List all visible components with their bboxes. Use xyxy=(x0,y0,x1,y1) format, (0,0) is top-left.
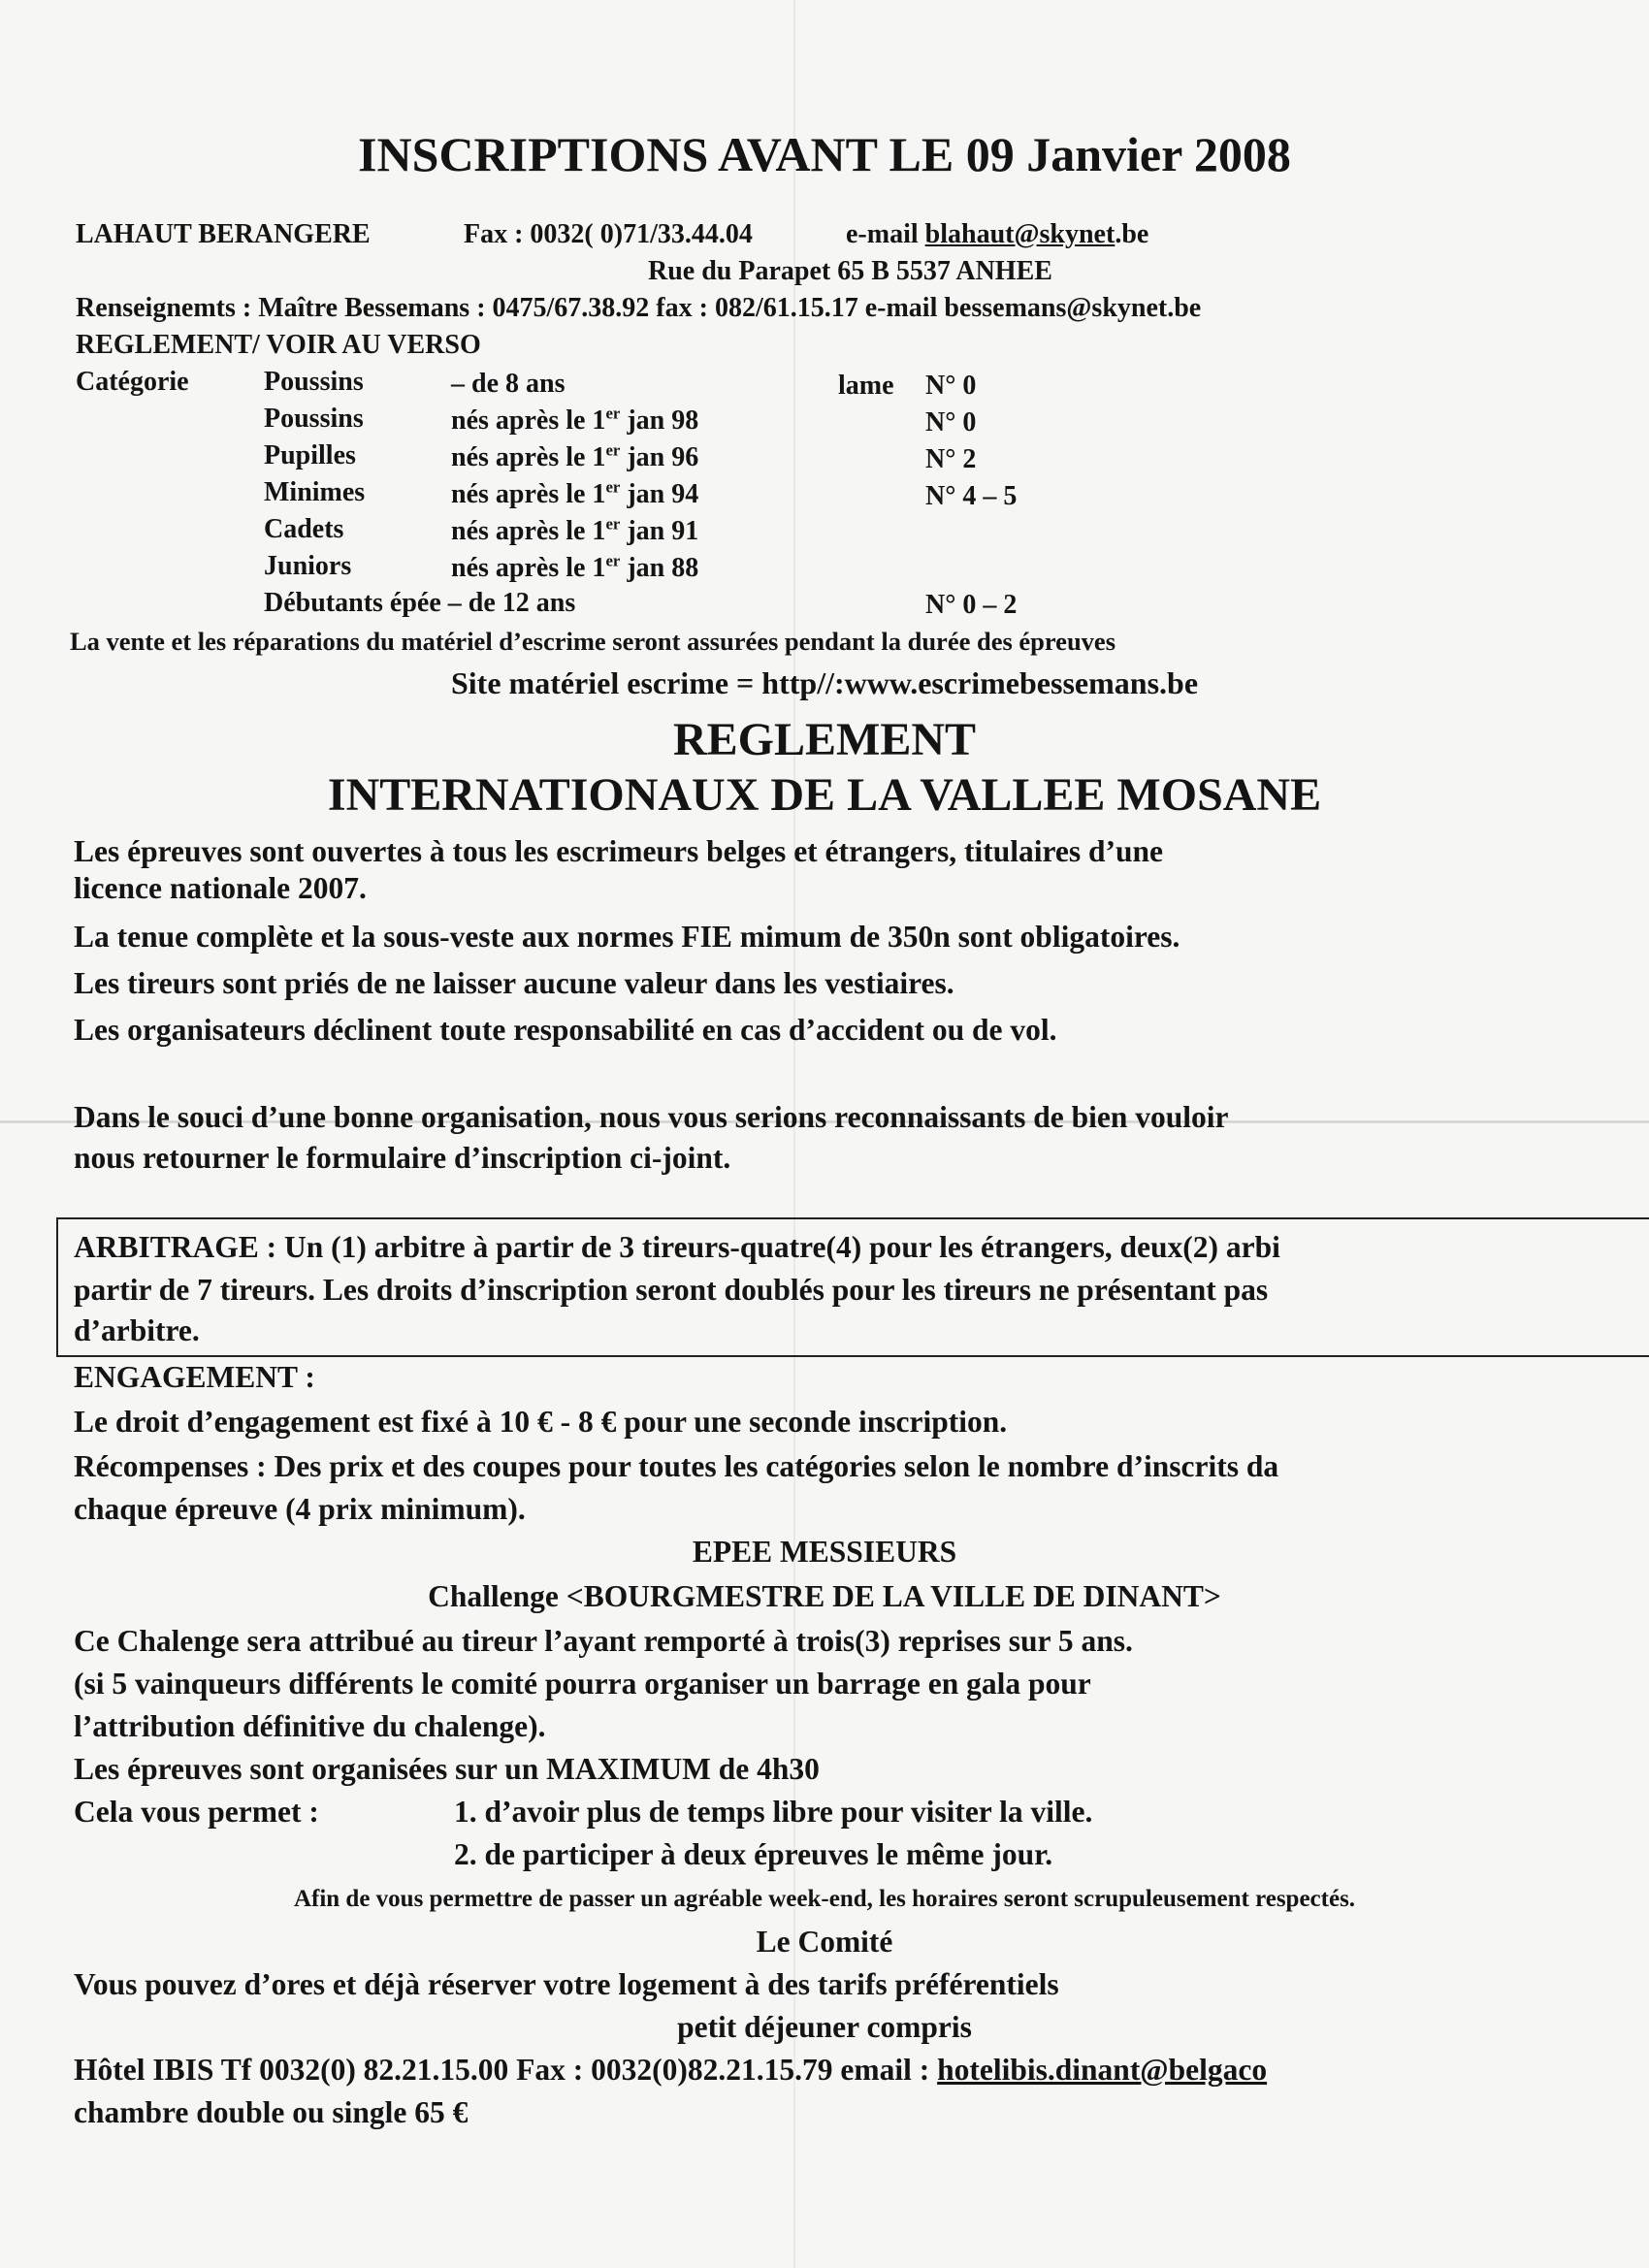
dejeuner-line: petit déjeuner compris xyxy=(677,2010,972,2044)
category-rule: nés après le 1er jan 98 xyxy=(451,404,699,436)
horaires-note: Afin de vous permettre de passer un agréable week-end, les horaires seront scrupuleusement respectés. xyxy=(293,1886,1356,1912)
epee-line: Les épreuves sont organisées sur un MAXIMUM de 4h30 xyxy=(74,1752,820,1786)
permet-item: 1. d’avoir plus de temps libre pour visiter la ville. xyxy=(454,1795,1093,1829)
category-lame: N° 0 xyxy=(925,407,977,437)
engagement-line: Récompenses : Des prix et des coupes pour toutes les catégories selon le nombre d’inscrits da xyxy=(74,1449,1279,1483)
event-title: INTERNATIONAUX DE LA VALLEE MOSANE xyxy=(327,769,1322,821)
rule-line: Les tireurs sont priés de ne laisser aucune valeur dans les vestiaires. xyxy=(74,966,954,1000)
epee-challenge: Challenge <BOURGMESTRE DE LA VILLE DE DINANT> xyxy=(428,1579,1221,1613)
lame-label: lame xyxy=(838,371,894,401)
hotel-email-link[interactable]: hotelibis.dinant@belgaco xyxy=(937,2053,1268,2087)
contact-fax: Fax : 0032( 0)71/33.44.04 xyxy=(464,219,753,249)
contact-email xyxy=(846,219,1148,250)
category-name: Juniors xyxy=(264,551,352,581)
email-link[interactable]: blahaut@skynet xyxy=(924,219,1116,249)
comite-signature: Le Comité xyxy=(756,1925,893,1959)
permet-label: Cela vous permet : xyxy=(74,1795,319,1829)
epee-title: EPEE MESSIEURS xyxy=(692,1535,957,1569)
reglement-reference: REGLEMENT/ VOIR AU VERSO xyxy=(76,330,481,360)
category-name: Minimes xyxy=(264,477,366,507)
rule-line: Les épreuves sont ouvertes à tous les escrimeurs belges et étrangers, titulaires d’une xyxy=(74,834,1164,868)
souci-line: nous retourner le formulaire d’inscription ci-joint. xyxy=(74,1141,731,1175)
epee-line: l’attribution définitive du chalenge). xyxy=(74,1709,546,1743)
category-label: Catégorie xyxy=(76,367,189,397)
email-suffix: .be xyxy=(1115,219,1149,249)
reglement-title: REGLEMENT xyxy=(672,714,977,765)
category-name: Cadets xyxy=(264,514,344,544)
category-lame: N° 4 – 5 xyxy=(925,481,1018,511)
souci-line: Dans le souci d’une bonne organisation, nous vous serions reconnaissants de bien vouloir xyxy=(74,1100,1229,1134)
chambre-line: chambre double ou single 65 € xyxy=(74,2095,469,2129)
arbitrage-line: partir de 7 tireurs. Les droits d’inscription seront doublés pour les tireurs ne présentant pas xyxy=(74,1273,1269,1307)
page-title: INSCRIPTIONS AVANT LE 09 Janvier 2008 xyxy=(358,127,1291,181)
category-lame: N° 0 – 2 xyxy=(925,590,1018,620)
engagement-line: Le droit d’engagement est fixé à 10 € - 8 € pour une seconde inscription. xyxy=(74,1405,1008,1439)
rule-line: Les organisateurs déclinent toute responsabilité en cas d’accident ou de vol. xyxy=(74,1013,1057,1047)
site-link[interactable]: Site matériel escrime = http//:www.escrimebessemans.be xyxy=(450,665,1199,700)
contact-address: Rue du Parapet 65 B 5537 ANHEE xyxy=(648,256,1052,286)
engagement-line: chaque épreuve (4 prix minimum). xyxy=(74,1492,526,1526)
info-line: Renseignemts : Maître Bessemans : 0475/67.38.92 fax : 082/61.15.17 e-mail bessemans@skynet.be xyxy=(76,293,1202,323)
epee-line: (si 5 vainqueurs différents le comité pourra organiser un barrage en gala pour xyxy=(74,1667,1091,1701)
rule-line: La tenue complète et la sous-veste aux normes FIE mimum de 350n sont obligatoires. xyxy=(74,920,1180,954)
rule-line: licence nationale 2007. xyxy=(74,871,367,905)
engagement-title: ENGAGEMENT : xyxy=(74,1360,315,1394)
category-name: Pupilles xyxy=(264,440,356,470)
category-rule: nés après le 1er jan 91 xyxy=(451,514,699,546)
hotel-line xyxy=(74,2053,1267,2088)
email-label: e-mail xyxy=(846,219,919,249)
logement-line: Vous pouvez d’ores et déjà réserver votre logement à des tarifs préférentiels xyxy=(74,1967,1059,2001)
arbitrage-line: d’arbitre. xyxy=(74,1313,200,1347)
hotel-contact: Hôtel IBIS Tf 0032(0) 82.21.15.00 Fax : 0032(0)82.21.15.79 email : xyxy=(74,2053,938,2087)
vente-note: La vente et les réparations du matériel d’escrime seront assurées pendant la durée des épreuves xyxy=(70,627,1116,656)
category-rule: nés après le 1er jan 96 xyxy=(451,440,699,472)
category-rule: nés après le 1er jan 88 xyxy=(451,551,699,583)
category-lame: N° 2 xyxy=(925,444,977,474)
category-rule: – de 8 ans xyxy=(451,369,566,399)
category-rule: nés après le 1er jan 94 xyxy=(451,477,699,509)
arbitrage-line: ARBITRAGE : Un (1) arbitre à partir de 3 tireurs-quatre(4) pour les étrangers, deux(2) arbi xyxy=(74,1230,1280,1264)
category-name: Poussins xyxy=(264,367,364,397)
epee-line: Ce Chalenge sera attribué au tireur l’ayant remporté à trois(3) reprises sur 5 ans. xyxy=(74,1624,1133,1658)
category-name: Débutants épée – de 12 ans xyxy=(264,588,576,618)
permet-item: 2. de participer à deux épreuves le même jour. xyxy=(454,1837,1053,1871)
category-lame: N° 0 xyxy=(925,371,977,401)
contact-name: LAHAUT BERANGERE xyxy=(76,219,371,249)
category-name: Poussins xyxy=(264,404,364,434)
